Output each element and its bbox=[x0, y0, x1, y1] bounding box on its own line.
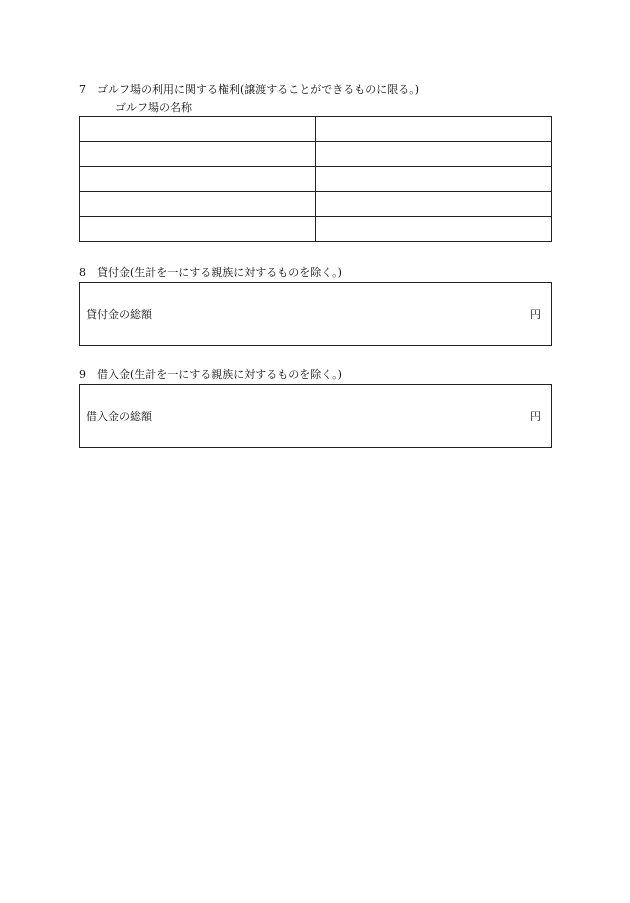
section-9-number: 9 bbox=[79, 368, 86, 381]
golf-rights-table bbox=[79, 116, 552, 242]
golf-detail-cell[interactable] bbox=[316, 167, 552, 192]
borrowing-unit-label: 円 bbox=[530, 410, 541, 423]
section-8-number: 8 bbox=[79, 266, 86, 279]
loan-unit-label: 円 bbox=[530, 308, 541, 321]
golf-detail-cell[interactable] bbox=[316, 142, 552, 167]
section-7-number: 7 bbox=[79, 83, 86, 96]
section-7-title: ゴルフ場の利用に関する権利(譲渡することができるものに限る。) bbox=[97, 83, 420, 96]
golf-course-name-label: ゴルフ場の名称 bbox=[115, 101, 192, 114]
golf-detail-cell[interactable] bbox=[316, 117, 552, 142]
table-row bbox=[80, 167, 552, 192]
section-8-heading bbox=[79, 267, 342, 278]
section-9-heading bbox=[79, 369, 342, 380]
section-8-title: 貸付金(生計を一にする親族に対するものを除く。) bbox=[97, 266, 342, 279]
golf-detail-cell[interactable] bbox=[316, 192, 552, 217]
loan-total-label: 貸付金の総額 bbox=[86, 308, 152, 321]
golf-name-cell[interactable] bbox=[80, 217, 316, 242]
section-7-heading bbox=[79, 84, 419, 95]
golf-name-cell[interactable] bbox=[80, 117, 316, 142]
golf-name-cell[interactable] bbox=[80, 192, 316, 217]
loan-total-box[interactable] bbox=[79, 282, 552, 346]
golf-name-cell[interactable] bbox=[80, 142, 316, 167]
golf-name-cell[interactable] bbox=[80, 167, 316, 192]
borrowing-total-box[interactable] bbox=[79, 384, 552, 448]
table-row bbox=[80, 192, 552, 217]
golf-detail-cell[interactable] bbox=[316, 217, 552, 242]
table-row bbox=[80, 117, 552, 142]
table-row bbox=[80, 142, 552, 167]
table-row bbox=[80, 217, 552, 242]
borrowing-total-label: 借入金の総額 bbox=[86, 410, 152, 423]
section-9-title: 借入金(生計を一にする親族に対するものを除く。) bbox=[97, 368, 342, 381]
